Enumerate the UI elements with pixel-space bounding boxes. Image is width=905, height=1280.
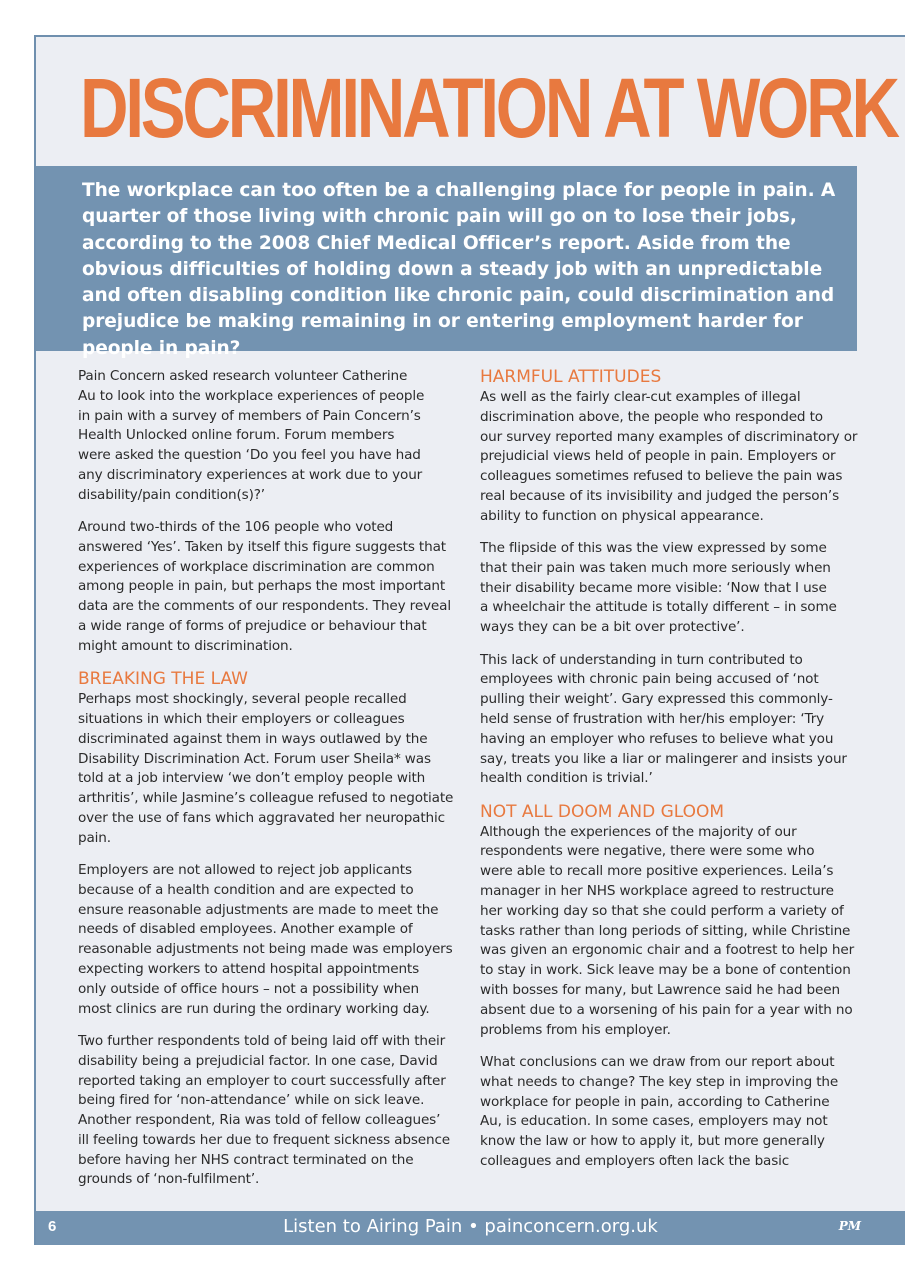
- intro-band: [36, 166, 857, 359]
- body-paragraph: Perhaps most shockingly, several people recalled situations in which their employers or colleagues discriminated against them in ways outlawed by the Disability Discrimination Act. Forum user Sheila* was told at a job interview ‘we don’t employ people with arthritis’, while Jasmine’s colleague refused to negotiate over the use of fans which aggravated her neuropathic pain.: [78, 691, 454, 846]
- section-heading-not-all-doom: NOT ALL DOOM AND GLOOM: [480, 801, 725, 822]
- body-paragraph: Although the experiences of the majority of our respondents were negative, there were some who were able to recall more positive experiences. Leila’s manager in her NHS workplace agreed to restructure her working day so that she could perform a variety of tasks rather than long periods of sitting, while Christine was given an ergonomic chair and a footrest to help her to stay in work. Sick leave may be a bone of contention with bosses for many, but Lawrence said he had been absent due to a worsening of his pain for a year with no problems from his employer.: [480, 823, 855, 1038]
- body-paragraph: This lack of understanding in turn contributed to employees with chronic pain being accused of ‘not pulling their weight’. Gary expressed this commonly- held sense of frustration with her/his employer: ‘Try having an employer who refuses to believe what you say, treats you like a liar or malingerer and insists your health condition is trivial.’: [480, 651, 847, 787]
- article-title: DISCRIMINATION AT WORK: [80, 61, 897, 155]
- left-column: [78, 367, 458, 1203]
- body-paragraph: What conclusions can we draw from our report about what needs to change? The key step in improving the workplace for people in pain, according to Catherine Au, is education. In some cases, employers may not know the law or how to apply it, but more generally colleagues and employers often lack the basic: [480, 1053, 839, 1169]
- page-footer: [36, 1211, 905, 1245]
- footer-text: Listen to Airing Pain • painconcern.org.uk: [283, 1216, 658, 1237]
- body-paragraph: Around two-thirds of the 106 people who voted answered ‘Yes’. Taken by itself this figure suggests that experiences of workplace discrimination are common among people in pain, but perhaps the most important data are the comments of our respondents. They reveal a wide range of forms of prejudice or behaviour that might amount to discrimination.: [78, 519, 451, 654]
- body-paragraph: Employers are not allowed to reject job applicants because of a health condition and are expected to ensure reasonable adjustments are made to meet the needs of disabled employees. Another example of reasonable adjustments not being made was employers expecting workers to attend hospital appointments only outside of office hours – not a possibility when most clinics are run during the ordinary working day.: [78, 862, 453, 1017]
- right-column: [480, 367, 860, 1184]
- page-number: 6: [48, 1218, 57, 1235]
- section-heading-breaking-the-law: BREAKING THE LAW: [78, 669, 248, 690]
- body-paragraph: As well as the fairly clear-cut examples of illegal discrimination above, the people who responded to our survey reported many examples of discriminatory or prejudicial views held of people in pain. Employers or colleagues sometimes refused to believe the pain was real because of its invisibility and judged the person’s ability to function on physical appearance.: [480, 389, 858, 524]
- body-paragraph: Pain Concern asked research volunteer Catherine Au to look into the workplace experiences of people in pain with a survey of members of Pain Concern’s Health Unlocked online forum. Forum members were asked the question ‘Do you feel you have had any discriminatory experiences at work due to your disability/pain condition(s)?’: [78, 368, 425, 503]
- body-paragraph: The flipside of this was the view expressed by some that their pain was taken much more seriously when their disability became more visible: ‘Now that I use a wheelchair the attitude is totally different – in some ways they can be a bit over protective’.: [480, 540, 837, 636]
- intro-text: The workplace can too often be a challenging place for people in pain. A quarter of those living with chronic pain will go on to lose their jobs, according to the 2008 Chief Medical Officer’s report. Aside from the obvious difficulties of holding down a steady job with an unpredictable and often disabling condition like chronic pain, could discrimination and prejudice be making remaining in or entering employment harder for people in pain?: [82, 180, 836, 359]
- section-heading-harmful-attitudes: HARMFUL ATTITUDES: [480, 367, 662, 387]
- publisher-logo-icon: PM: [838, 1219, 861, 1233]
- body-paragraph: Two further respondents told of being laid off with their disability being a prejudicial factor. In one case, David reported taking an employer to court successfully after being fired for ‘non-attendance’ while on sick leave. Another respondent, Ria was told of fellow colleagues’ ill feeling towards her due to frequent sickness absence before having her NHS contract terminated on the grounds of ‘non-fulfilment’.: [78, 1032, 450, 1188]
